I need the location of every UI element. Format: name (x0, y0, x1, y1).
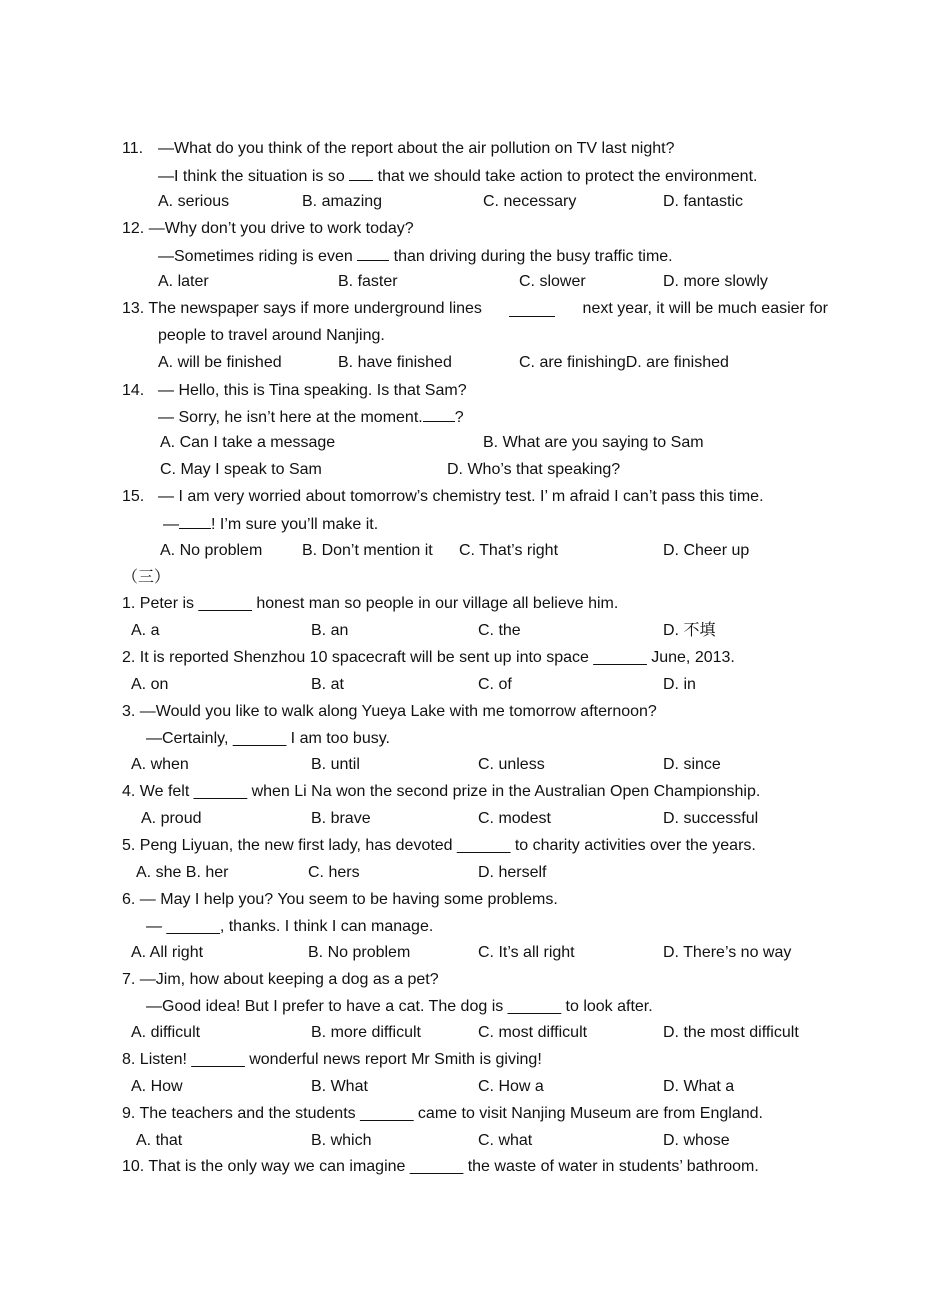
q12-blank (357, 246, 389, 261)
s9-option-b: B. which (311, 1132, 372, 1149)
q12-option-c: C. slower (519, 273, 586, 290)
q15-option-a: A. No problem (160, 542, 263, 559)
q14-reply-post: ? (454, 409, 464, 426)
q12-stem: 12. —Why don’t you drive to work today? (122, 220, 414, 237)
s8-option-a: A. How (131, 1078, 183, 1095)
q11-option-a: A. serious (158, 193, 230, 210)
q15-option-d: D. Cheer up (663, 542, 750, 559)
q14-option-c: C. May I speak to Sam (160, 461, 322, 478)
s6-option-c: C. It’s all right (478, 944, 575, 961)
s8-stem: 8. Listen! ______ wonderful news report Mr Smith is giving! (122, 1051, 542, 1068)
q13-blank (509, 302, 555, 317)
q13-stem-line2: people to travel around Nanjing. (158, 327, 385, 344)
q13-option-b: B. have finished (338, 354, 452, 371)
s6-reply: — ______, thanks. I think I can manage. (146, 918, 434, 935)
q15-number: 15. (122, 488, 145, 505)
q12-reply-post: than driving during the busy traffic time. (393, 248, 673, 265)
q14-number: 14. (122, 382, 145, 399)
q15-reply-pre: — (163, 516, 179, 533)
s7-option-a: A. difficult (131, 1024, 201, 1041)
q14-option-b: B. What are you saying to Sam (483, 434, 704, 451)
q14-option-d: D. Who’s that speaking? (447, 461, 621, 478)
s4-option-d: D. successful (663, 810, 759, 827)
q11-reply-pre: —I think the situation is so (158, 168, 345, 185)
s6-option-d: D. There’s no way (663, 944, 792, 961)
s1-option-d: D. 不填 (663, 622, 716, 639)
s7-reply: —Good idea! But I prefer to have a cat. The dog is ______ to look after. (146, 998, 653, 1015)
q11-reply-post: that we should take action to protect the environment. (377, 168, 758, 185)
s3-reply: —Certainly, ______ I am too busy. (146, 730, 390, 747)
s3-option-b: B. until (311, 756, 360, 773)
q15-reply-post: ! I’m sure you’ll make it. (211, 516, 379, 533)
s9-stem: 9. The teachers and the students ______ came to visit Nanjing Museum are from England. (122, 1105, 763, 1122)
q14-stem: — Hello, this is Tina speaking. Is that Sam? (158, 382, 467, 399)
s1-option-c: C. the (478, 622, 521, 639)
q15-blank (179, 514, 211, 529)
s8-option-c: C. How a (478, 1078, 544, 1095)
q15-option-c: C. That’s right (459, 542, 559, 559)
s1-option-a: A. a (131, 622, 160, 639)
q11-reply (158, 166, 757, 187)
q12-reply-pre: —Sometimes riding is even (158, 248, 353, 265)
q11-blank (349, 166, 373, 181)
q12-option-d: D. more slowly (663, 273, 768, 290)
s9-option-d: D. whose (663, 1132, 730, 1149)
s5-option-d: D. herself (478, 864, 547, 881)
s4-stem: 4. We felt ______ when Li Na won the second prize in the Australian Open Championship. (122, 783, 761, 800)
s4-option-c: C. modest (478, 810, 551, 827)
s8-option-d: D. What a (663, 1078, 735, 1095)
q11-option-c: C. necessary (483, 193, 577, 210)
q13-stem (122, 299, 828, 319)
q13-option-a: A. will be finished (158, 354, 282, 371)
q15-reply (163, 514, 378, 535)
s7-option-d: D. the most difficult (663, 1024, 799, 1041)
s5-stem: 5. Peng Liyuan, the new first lady, has devoted ______ to charity activities over the years. (122, 837, 756, 854)
q15-option-b: B. Don’t mention it (302, 542, 433, 559)
q13-option-cd: C. are finishingD. are finished (519, 354, 729, 371)
s3-option-d: D. since (663, 756, 721, 773)
q15-stem: — I am very worried about tomorrow’s chemistry test. I’ m afraid I can’t pass this time. (158, 488, 764, 505)
q13-stem-pre: 13. The newspaper says if more underground lines (122, 300, 482, 317)
s9-option-c: C. what (478, 1132, 533, 1149)
s7-stem: 7. —Jim, how about keeping a dog as a pet? (122, 971, 439, 988)
s2-option-d: D. in (663, 676, 696, 693)
s5-option-c: C. hers (308, 864, 360, 881)
s4-option-b: B. brave (311, 810, 371, 827)
s2-stem: 2. It is reported Shenzhou 10 spacecraft will be sent up into space ______ June, 2013. (122, 649, 735, 666)
s6-option-a: A. All right (131, 944, 204, 961)
section-heading: （三） (122, 569, 171, 586)
q12-option-b: B. faster (338, 273, 398, 290)
s4-option-a: A. proud (141, 810, 202, 827)
q14-option-a: A. Can I take a message (160, 434, 336, 451)
s6-option-b: B. No problem (308, 944, 411, 961)
q14-reply-pre: — Sorry, he isn’t here at the moment. (158, 409, 423, 426)
q11-option-d: D. fantastic (663, 193, 744, 210)
q13-stem-post: next year, it will be much easier for (582, 300, 828, 317)
s8-option-b: B. What (311, 1078, 368, 1095)
s1-stem: 1. Peter is ______ honest man so people in our village all believe him. (122, 595, 619, 612)
s2-option-b: B. at (311, 676, 344, 693)
s10-stem: 10. That is the only way we can imagine ______ the waste of water in students’ bathroom. (122, 1158, 759, 1175)
s6-stem: 6. — May I help you? You seem to be having some problems. (122, 891, 558, 908)
q14-reply (158, 407, 464, 428)
q11-number: 11. (122, 140, 144, 157)
s5-option-ab: A. she B. her (136, 864, 229, 881)
s3-stem: 3. —Would you like to walk along Yueya Lake with me tomorrow afternoon? (122, 703, 657, 720)
s7-option-c: C. most difficult (478, 1024, 588, 1041)
q12-reply (158, 246, 673, 267)
s2-option-a: A. on (131, 676, 169, 693)
q11-option-b: B. amazing (302, 193, 383, 210)
q12-option-a: A. later (158, 273, 209, 290)
s2-option-c: C. of (478, 676, 512, 693)
s3-option-c: C. unless (478, 756, 545, 773)
q14-blank (423, 407, 455, 422)
s1-option-b: B. an (311, 622, 349, 639)
q11-stem: —What do you think of the report about the air pollution on TV last night? (158, 140, 675, 157)
s3-option-a: A. when (131, 756, 189, 773)
s9-option-a: A. that (136, 1132, 183, 1149)
s7-option-b: B. more difficult (311, 1024, 421, 1041)
